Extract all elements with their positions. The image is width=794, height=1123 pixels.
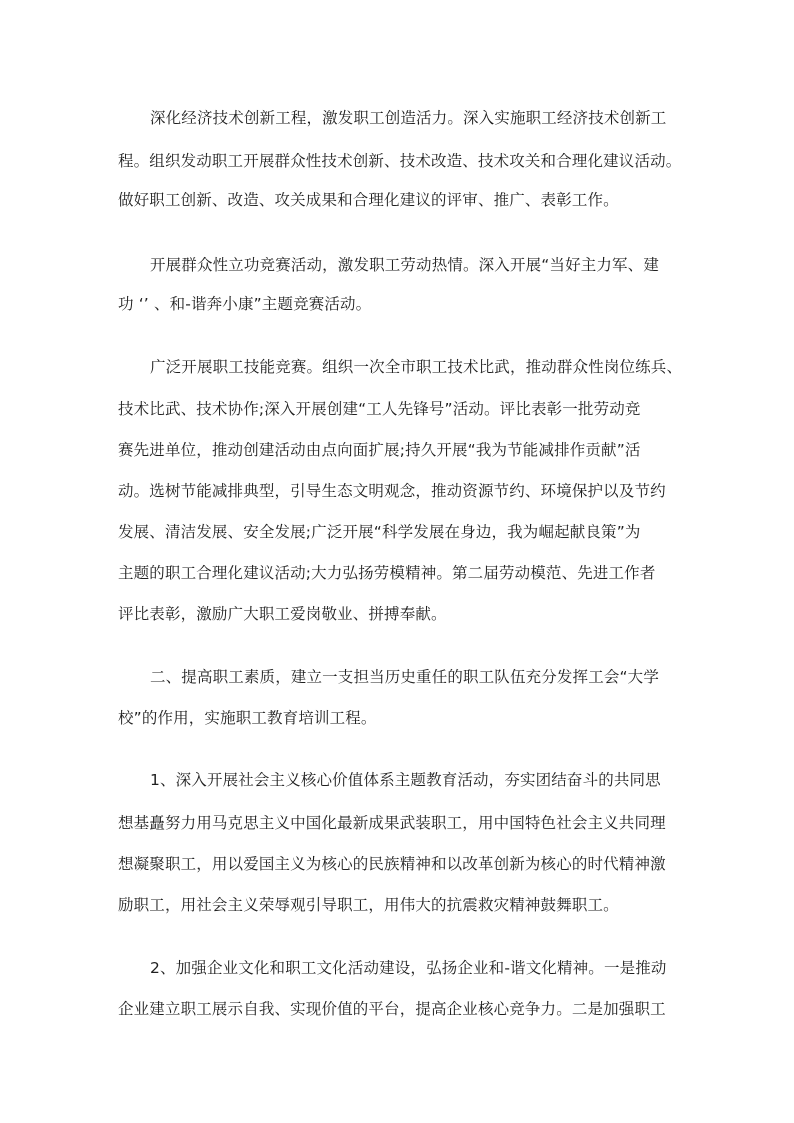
- text-line: 校”的作用，实施职工教育培训工程。: [118, 709, 377, 727]
- text-line: 主题的职工合理化建议活动;大力弘扬劳模精神。第二届劳动模范、先进工作者: [118, 564, 656, 582]
- text-line: 想凝聚职工，用以爱国主义为核心的民族精神和以改革创新为核心的时代精神激: [118, 855, 666, 873]
- text-line: 1、深入开展社会主义核心价值体系主题教育活动，夯实团结奋斗的共同思: [150, 771, 661, 789]
- text-line: 励职工，用社会主义荣辱观引导职工，用伟大的抗震救灾精神鼓舞职工。: [118, 896, 619, 914]
- text-line: 评比表彰，激励广大职工爱岗敬业、拼搏奉献。: [118, 605, 447, 623]
- text-line: 想基矗努力用马克思主义中国化最新成果武装职工，用中国特色社会主义共同理: [118, 814, 666, 832]
- text-line: 开展群众性立功竞赛活动，激发职工劳动热情。深入开展“当好主力军、建: [150, 256, 659, 274]
- text-line: 广泛开展职工技能竞赛。组织一次全市职工技术比武，推动群众性岗位练兵、: [150, 358, 683, 376]
- text-line: 赛先进单位，推动创建活动由点向面扩展;持久开展“我为节能减排作贡献”活: [118, 441, 641, 459]
- text-line: 企业建立职工展示自我、实现价值的平台，提高企业核心竞争力。二是加强职工: [118, 1000, 666, 1018]
- text-line: 动。选树节能减排典型，引导生态文明观念，推动资源节约、环境保护以及节约: [118, 482, 666, 500]
- text-line: 功 ‘’ 、和-谐奔小康”主题竞赛活动。: [118, 295, 372, 313]
- text-line: 发展、清洁发展、安全发展;广泛开展“科学发展在身边，我为崛起献良策”为: [118, 523, 641, 541]
- text-line: 做好职工创新、改造、攻关成果和合理化建议的评审、推广、表彰工作。: [118, 191, 619, 209]
- text-line: 技术比武、技术协作;深入开展创建“工人先锋号”活动。评比表彰一批劳动竞: [118, 400, 641, 418]
- text-line: 二、提高职工素质，建立一支担当历史重任的职工队伍充分发挥工会“大学: [150, 668, 659, 686]
- text-line: 程。组织发动职工开展群众性技术创新、技术改造、技术攻关和合理化建议活动。: [118, 152, 682, 170]
- text-line: 深化经济技术创新工程，激发职工创造活力。深入实施职工经济技术创新工: [150, 109, 667, 127]
- text-line: 2、加强企业文化和职工文化活动建设，弘扬企业和-谐文化精神。一是推动: [150, 959, 667, 977]
